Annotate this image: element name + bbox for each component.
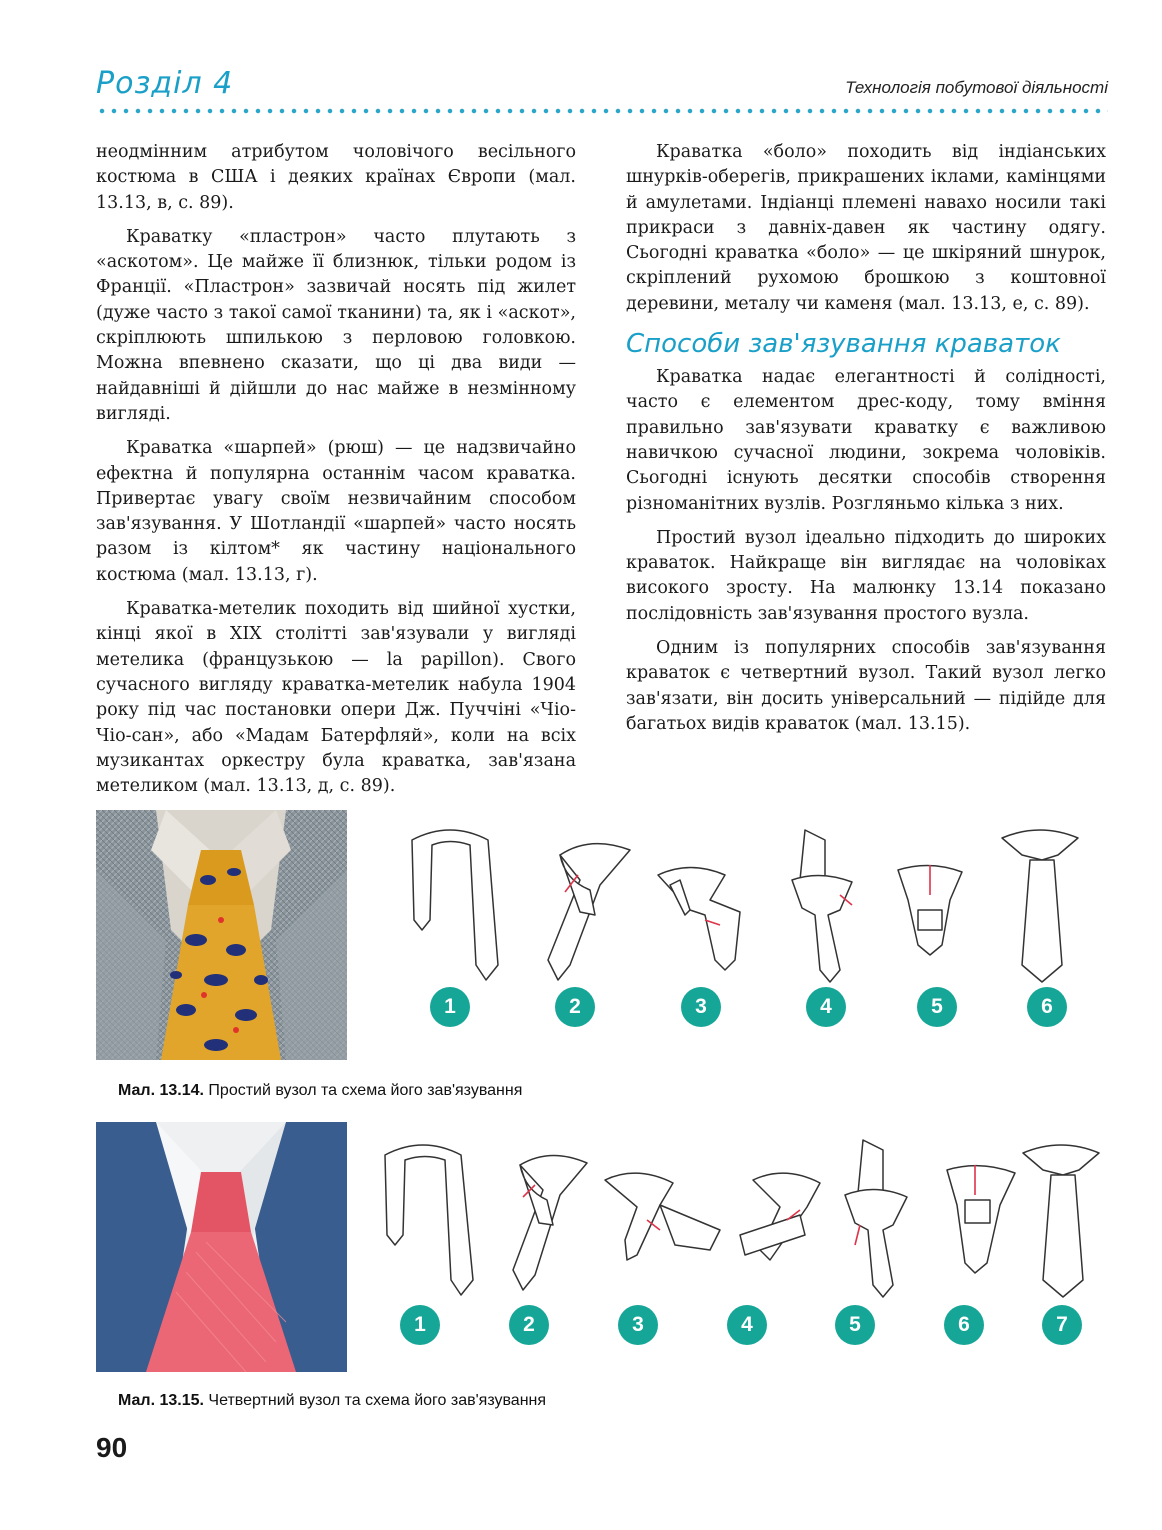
- paragraph: Одним із популярних способів зав'язування краваток є четвертний вузол. Такий вузол легко зав'язати, він досить універсальний — підійде для багатьох видів краваток (мал. 13.15).: [626, 638, 1106, 734]
- figure-caption: [118, 1082, 522, 1100]
- step-badge: 1: [430, 987, 470, 1027]
- figure-label: Мал. 13.14.: [118, 1082, 204, 1099]
- step-badge: 6: [944, 1305, 984, 1345]
- running-head: Технологія побутової діяльності: [845, 78, 1108, 97]
- left-column: [96, 140, 576, 808]
- page-header: [96, 66, 1108, 106]
- step-badge: 5: [835, 1305, 875, 1345]
- figure-label: Мал. 13.15.: [118, 1392, 204, 1409]
- step-badge: 3: [681, 987, 721, 1027]
- simple-knot-diagram: [390, 820, 1110, 990]
- page-number: 90: [96, 1432, 128, 1463]
- right-column: [626, 140, 1106, 746]
- figure-caption: [118, 1392, 546, 1410]
- step-badge: 4: [806, 987, 846, 1027]
- subheading: Способи зав'язування краваток: [626, 329, 1061, 360]
- paragraph: Краватку «пластрон» часто плутають з «аскотом». Це майже її близнюк, тільки родом із Франції. «Пластрон» зазвичай носять під жилет (дуже часто з такої самої тканини) та, як і «аскот», скріплюють шпилькою з перловою головкою. Можна впевнено сказати, що ці два види — найдавніші й дійшли до нас майже в незмінному вигляді.: [96, 226, 576, 424]
- step-badge: 3: [618, 1305, 658, 1345]
- paragraph: Простий вузол ідеально підходить до широких краваток. Найкраще він виглядає на чоловіках високого зросту. На малюнку 13.14 показано послідовність зав'язування простого вузла.: [626, 527, 1106, 624]
- figure-caption-text: Четвертний вузол та схема його зав'язування: [203, 1392, 547, 1409]
- paragraph: Краватка «боло» походить від індіанських шнурків-оберегів, прикрашених іклами, камінцями й амулетами. Індіанці племені навахо носили такі прикраси з давніх-давен як частину одягу. Сьогодні краватка «боло» — це шкіряний шнурок, скріплений рухомою брошкою з коштовної деревини, металу чи каменя (мал. 13.13, е, с. 89).: [626, 142, 1106, 314]
- step-badge: 6: [1027, 987, 1067, 1027]
- step-badge: 5: [917, 987, 957, 1027]
- step-badge: 7: [1042, 1305, 1082, 1345]
- simple-knot-photo: [96, 810, 347, 1060]
- four-in-hand-knot-diagram: [375, 1135, 1110, 1305]
- step-badge: 4: [727, 1305, 767, 1345]
- paragraph: Краватка надає елегантності й солідності, часто є елементом дрес-коду, тому вміння правильно зав'язувати краватку є важливою навичкою сучасної людини, зокрема чоловіків. Сьогодні існують десятки способів створення різноманітних вузлів. Розгляньмо кілька з них.: [626, 367, 1106, 514]
- paragraph: неодмінним атрибутом чоловічого весільного костюма в США і деяких країнах Європи (мал. 13.13, в, с. 89).: [96, 142, 576, 213]
- step-badge: 1: [400, 1305, 440, 1345]
- four-in-hand-knot-photo: [96, 1122, 347, 1372]
- step-badge: 2: [555, 987, 595, 1027]
- paragraph: Краватка «шарпей» (рюш) — це надзвичайно ефектна й популярна останнім часом краватка. Привертає увагу своїм незвичайним способом зав'язування. У Шотландії «шарпей» часто носять разом із кілтом* як частину національного костюма (мал. 13.13, г).: [96, 438, 576, 585]
- step-badge: 2: [509, 1305, 549, 1345]
- figure-caption-text: Простий вузол та схема його зав'язування: [203, 1082, 523, 1099]
- section-title: Розділ 4: [96, 66, 234, 101]
- dotted-divider: [96, 108, 1108, 114]
- paragraph: Краватка-метелик походить від шийної хустки, кінці якої в XIX столітті зав'язували у вигляді метелика (французькою — la papillon). Свого сучасного вигляду краватка-метелик набула 1904 року під час постановки опери Дж. Пуччіні «Чіо-Чіо-сан», або «Мадам Батерфляй», коли на всіх музикантах оркестру була краватка, зав'язана метеликом (мал. 13.13, д, с. 89).: [96, 599, 576, 797]
